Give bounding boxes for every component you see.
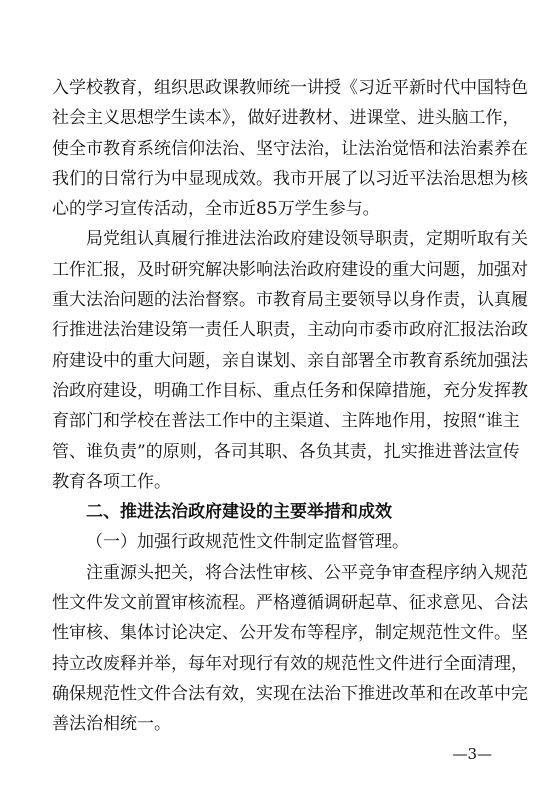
text-line: 重大法治问题的法治督察。市教育局主要领导以身作责，认真履 [52,290,528,311]
text-line: 确保规范性文件合法有效，实现在法治下推进改革和在改革中完 [52,683,528,704]
text-line: 府建设中的重大问题，亲自谋划、亲自部署全市教育系统加强法 [52,350,528,371]
text-line: 性文件发文前置审核流程。严格遵循调研起草、征求意见、合法 [52,593,528,614]
text-line: 教育各项工作。 [52,471,171,492]
document-body [52,73,528,740]
text-line: 性审核、集体讨论决定、公开发布等程序，制定规范性文件。坚 [52,623,528,644]
text-line: 持立改废释并举，每年对现行有效的规范性文件进行全面清理， [52,653,528,674]
page-number: —3— [452,745,492,763]
text-line: 治政府建设，明确工作目标、重点任务和保障措施，充分发挥教 [52,380,528,401]
text-line: 工作汇报，及时研究解决影响法治政府建设的重大问题，加强对 [52,259,528,280]
section-heading: 二、推进法治政府建设的主要举措和成效 [86,502,392,523]
text-line: 育部门和学校在普法工作中的主渠道、主阵地作用，按照“谁主 [52,411,520,432]
text-line: 我们的日常行为中显现成效。我市开展了以习近平法治思想为核 [52,168,528,189]
text-line: 心的学习宣传活动，全市近85万学生参与。 [52,199,380,220]
paragraph-3 [52,558,528,740]
subsection-heading: （一）加强行政规范性文件制定监督管理。 [86,532,409,553]
text-line: 局党组认真履行推进法治政府建设领导职责，定期听取有关 [86,229,528,250]
text-line: 善法治相统一。 [52,714,171,735]
paragraph-2 [52,224,528,497]
text-line: 社会主义思想学生读本》，做好进教材、进课堂、进头脑工作， [52,108,520,129]
paragraph-1 [52,73,528,224]
text-line: 管、谁负责”的原则，各司其职、各负其责，扎实推进普法宣传 [52,441,520,462]
text-line: 行推进法治建设第一责任人职责，主动向市委市政府汇报法治政 [52,320,528,341]
text-line: 入学校教育，组织思政课教师统一讲授《习近平新时代中国特色 [52,78,528,98]
text-line: 使全市教育系统信仰法治、坚守法治，让法治觉悟和法治素养在 [52,138,528,159]
text-line: 注重源头把关，将合法性审核、公平竞争审查程序纳入规范 [86,562,528,583]
